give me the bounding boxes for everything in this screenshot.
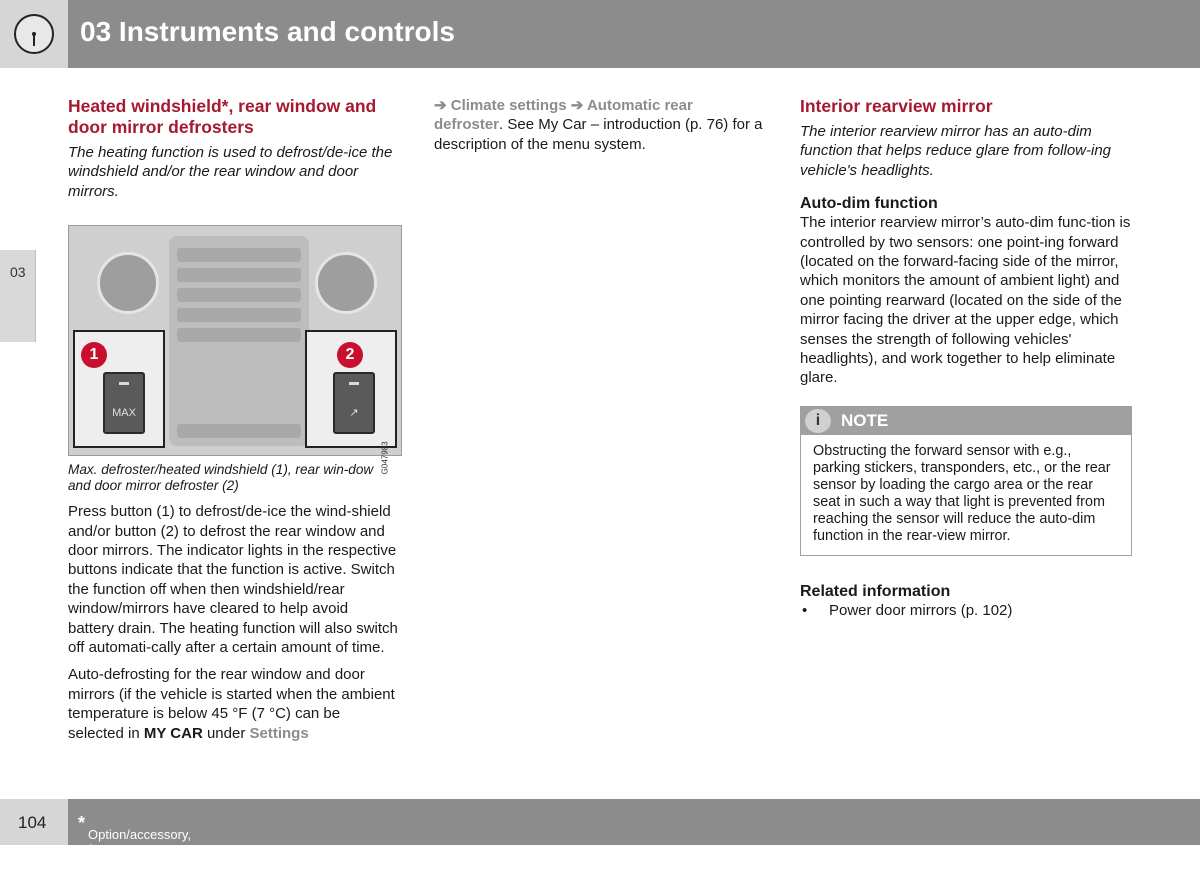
related-info-item[interactable]: • Power door mirrors (p. 102) xyxy=(800,601,1132,620)
note-body: Obstructing the forward sensor with e.g., parking stickers, transponders, etc., or the rear sensor by loading the cargo area or the rear seat in such a way that light is prevented from reaching the sensor will reduce the auto-dim function in the rear-view mirror. xyxy=(813,442,1111,544)
header-bar xyxy=(68,0,1200,68)
column-left xyxy=(68,96,398,751)
rear-defroster-button xyxy=(333,372,375,434)
paragraph-press-button: Press button (1) to defrost/de-ice the wind-shield and/or button (2) to defrost the rear window and door mirrors. The indicator lights in the respective buttons indicate that the function is active. Switch the function off when then windshield/rear window/mirrors have cleared to help avoid battery drain. The heating function will also switch off automati-cally after a certain amount of time. xyxy=(68,503,398,657)
button-row xyxy=(177,424,301,438)
callout-badge-1: 1 xyxy=(81,342,107,368)
volume-knob xyxy=(97,252,159,314)
footer-bar xyxy=(68,799,1200,887)
section-heading-mirror: Interior rearview mirror xyxy=(800,96,993,116)
related-info-list xyxy=(800,601,1132,620)
settings-term: Settings xyxy=(249,724,309,742)
figure-caption: Max. defroster/heated windshield (1), rear win-dow and door mirror defroster (2) xyxy=(68,462,374,494)
menu-path-defroster: ➔ Automatic rear defroster xyxy=(434,97,693,134)
button-row xyxy=(177,288,301,302)
page-number: 104 xyxy=(18,813,47,832)
gauge-icon xyxy=(14,14,54,54)
subheading-auto-dim: Auto-dim function xyxy=(800,195,938,213)
section-intro-mirror: The interior rearview mirror has an auto-dim function that helps reduce glare from follow-ing vehicle's headlights. xyxy=(800,123,1112,179)
paragraph-auto-dim: The interior rearview mirror’s auto-dim func-tion is controlled by two sensors: one point-ing forward (located on the forward-facing side of the mirror, which monitors the amount of ambient light) and one pointing rearward (located on the side of the mirror facing the driver at the upper edge, which senses the strength of following vehicles' headlights), and work together to help eliminate glare. xyxy=(800,214,1131,387)
inset-defroster-2 xyxy=(305,330,397,448)
button-row xyxy=(177,308,301,322)
paragraph-menu-path xyxy=(434,96,764,154)
indicator-light xyxy=(119,382,129,385)
page-title: 03 Instruments and controls xyxy=(80,16,455,47)
button-row xyxy=(177,328,301,342)
section-heading-defrosters: Heated windshield*, rear window and door mirror defrosters xyxy=(68,96,377,137)
rear-defroster-icon: ↗ xyxy=(349,407,359,420)
note-header xyxy=(801,407,1131,435)
my-car-term: MY CAR xyxy=(143,724,203,742)
control-panel xyxy=(169,236,309,446)
footer-page-box xyxy=(0,799,68,845)
under-text: under xyxy=(202,724,250,742)
defroster-max-icon: MAX xyxy=(112,407,136,420)
related-info-heading: Related information xyxy=(800,582,951,600)
column-middle xyxy=(434,96,764,162)
footer-star: * xyxy=(78,813,86,833)
column-right xyxy=(800,96,1132,620)
menu-path-climate: ➔ Climate settings xyxy=(434,97,567,114)
info-icon: i xyxy=(805,409,831,433)
inset-defroster-1 xyxy=(73,330,165,448)
center-console-figure xyxy=(68,225,402,475)
menu-path-text: . See My Car – introduction (p. 76) for a description of the menu system. xyxy=(434,116,763,153)
tune-knob xyxy=(315,252,377,314)
chapter-tab xyxy=(0,250,36,342)
section-intro-defrosters: The heating function is used to defrost/de-ice the windshield and/or the rear window and door mirrors. xyxy=(68,144,393,200)
indicator-light xyxy=(349,382,359,385)
auto-defrost-text: Auto-defrosting for the rear window and door mirrors (if the vehicle is started when the ambient temperature is below 45 °F (7 °C) can be selected in xyxy=(68,666,395,742)
button-row xyxy=(177,248,301,262)
button-row xyxy=(177,268,301,282)
note-title: NOTE xyxy=(841,410,889,430)
chapter-tab-label: 03 xyxy=(10,264,26,280)
footer-note xyxy=(78,813,192,887)
figure-code: G047983 xyxy=(380,441,390,475)
footer-note-text: Option/accessory, for more information, see Introduction. xyxy=(88,827,192,887)
callout-badge-2: 2 xyxy=(337,342,363,368)
header-icon-area xyxy=(0,0,68,68)
paragraph-auto-defrost xyxy=(68,665,398,743)
note-box xyxy=(800,406,1132,556)
max-defroster-button xyxy=(103,372,145,434)
